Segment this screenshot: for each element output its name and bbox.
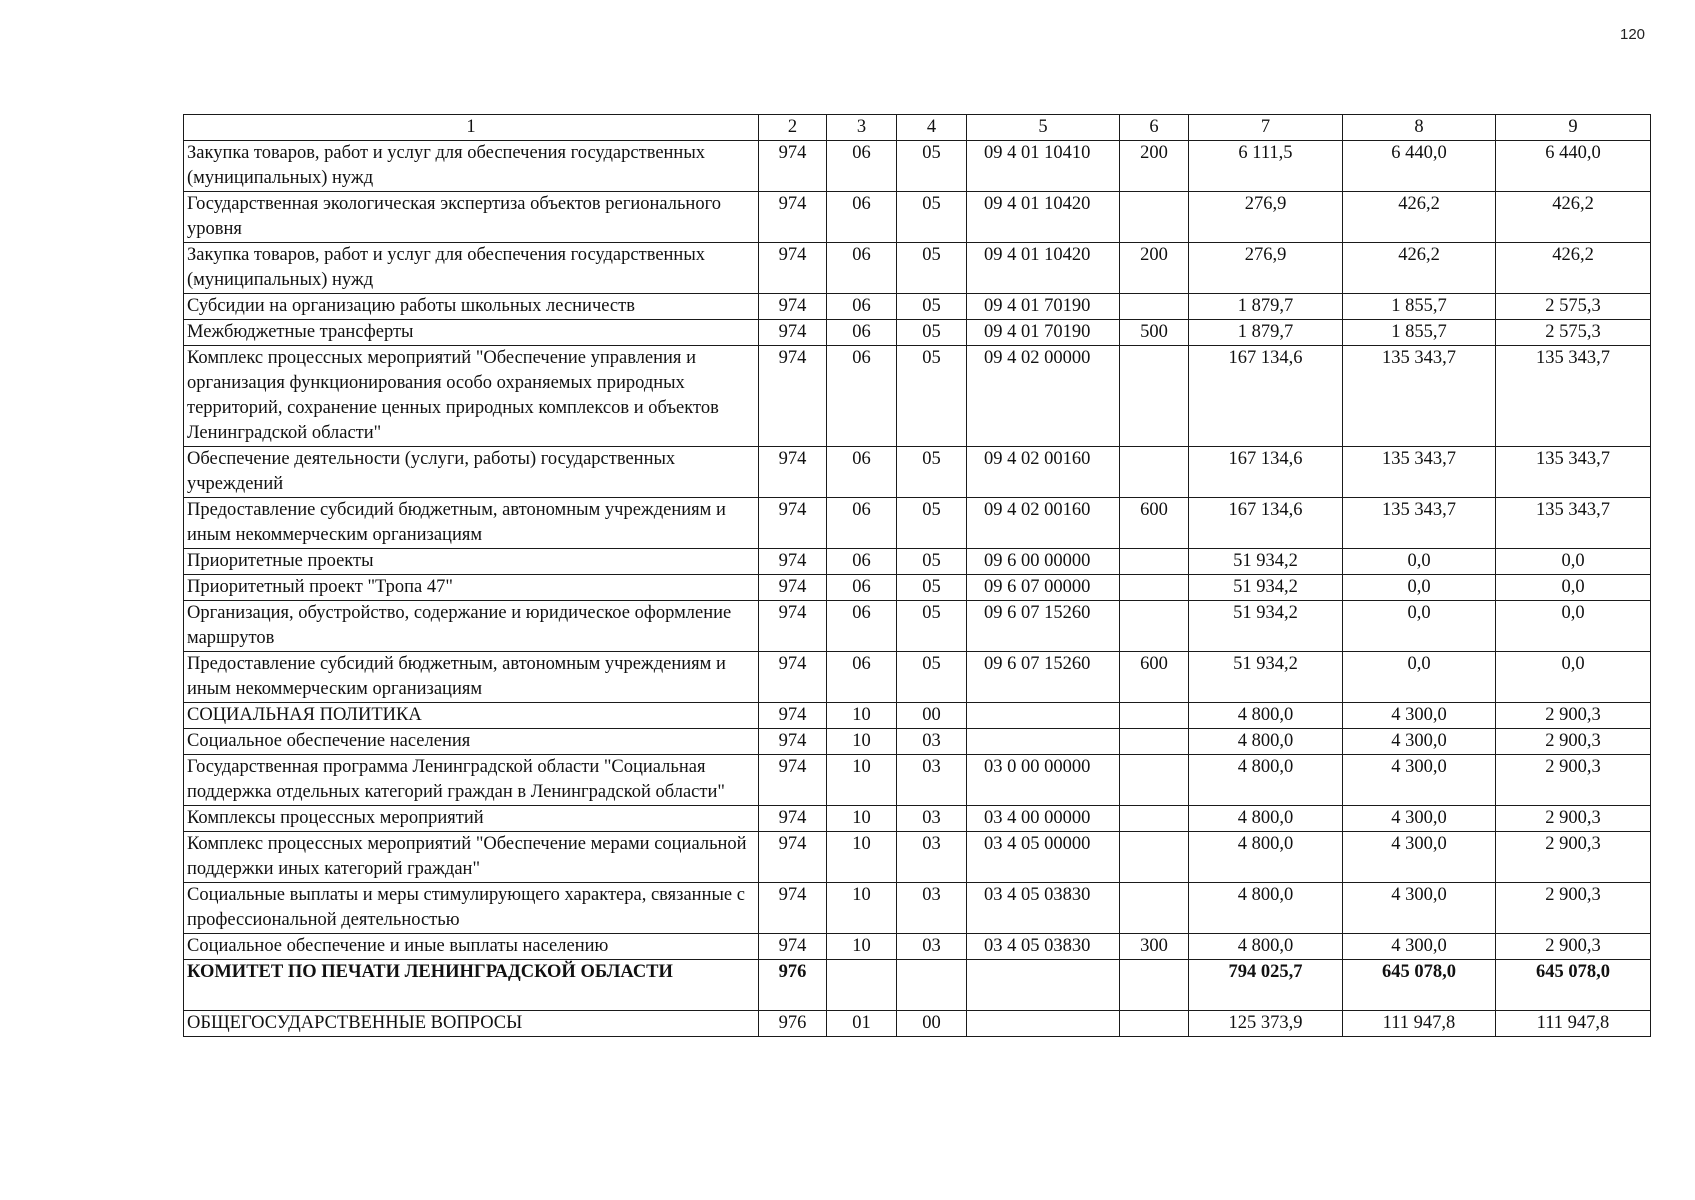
amount-col-8: 1 855,7 [1343, 294, 1496, 320]
amount-col-8: 0,0 [1343, 575, 1496, 601]
column-number: 2 [759, 115, 827, 141]
table-row [184, 498, 1651, 549]
ministry-code: 976 [759, 960, 827, 1011]
ministry-code: 974 [759, 243, 827, 294]
amount-col-7: 51 934,2 [1189, 575, 1343, 601]
expense-type-code [1120, 549, 1189, 575]
row-name: Закупка товаров, работ и услуг для обеспечения государственных (муниципальных) нужд [184, 243, 759, 294]
row-name: Комплекс процессных мероприятий "Обеспечение мерами социальной поддержки иных категорий граждан" [184, 832, 759, 883]
table-row [184, 320, 1651, 346]
amount-col-9: 2 900,3 [1496, 729, 1651, 755]
ministry-code: 974 [759, 498, 827, 549]
target-article-code: 03 4 00 00000 [967, 806, 1120, 832]
amount-col-8: 6 440,0 [1343, 141, 1496, 192]
amount-col-9: 111 947,8 [1496, 1011, 1651, 1037]
amount-col-8: 0,0 [1343, 652, 1496, 703]
table-row [184, 832, 1651, 883]
amount-col-7: 1 879,7 [1189, 320, 1343, 346]
ministry-code: 974 [759, 652, 827, 703]
section-code: 06 [827, 447, 897, 498]
amount-col-9: 135 343,7 [1496, 498, 1651, 549]
expense-type-code: 300 [1120, 934, 1189, 960]
subsection-code: 03 [897, 729, 967, 755]
subsection-code: 03 [897, 883, 967, 934]
expense-type-code [1120, 601, 1189, 652]
ministry-code: 974 [759, 346, 827, 447]
subsection-code: 05 [897, 549, 967, 575]
amount-col-7: 51 934,2 [1189, 601, 1343, 652]
expense-type-code [1120, 703, 1189, 729]
ministry-code: 974 [759, 755, 827, 806]
amount-col-7: 1 879,7 [1189, 294, 1343, 320]
row-name: Приоритетный проект "Тропа 47" [184, 575, 759, 601]
ministry-code: 974 [759, 883, 827, 934]
amount-col-9: 135 343,7 [1496, 346, 1651, 447]
amount-col-9: 2 900,3 [1496, 883, 1651, 934]
section-code: 01 [827, 1011, 897, 1037]
row-name: Предоставление субсидий бюджетным, автономным учреждениям и иным некоммерческим организациям [184, 652, 759, 703]
amount-col-8: 4 300,0 [1343, 883, 1496, 934]
subsection-code: 03 [897, 806, 967, 832]
amount-col-9: 2 900,3 [1496, 755, 1651, 806]
amount-col-8: 645 078,0 [1343, 960, 1496, 1011]
target-article-code: 03 4 05 03830 [967, 883, 1120, 934]
table-row [184, 703, 1651, 729]
subsection-code: 05 [897, 294, 967, 320]
amount-col-9: 2 575,3 [1496, 294, 1651, 320]
amount-col-7: 51 934,2 [1189, 549, 1343, 575]
amount-col-9: 2 900,3 [1496, 832, 1651, 883]
section-code: 06 [827, 549, 897, 575]
ministry-code: 974 [759, 575, 827, 601]
table-row [184, 294, 1651, 320]
section-code: 06 [827, 294, 897, 320]
amount-col-8: 135 343,7 [1343, 346, 1496, 447]
amount-col-7: 4 800,0 [1189, 832, 1343, 883]
amount-col-7: 276,9 [1189, 192, 1343, 243]
amount-col-7: 6 111,5 [1189, 141, 1343, 192]
ministry-code: 974 [759, 703, 827, 729]
subsection-code: 05 [897, 141, 967, 192]
amount-col-8: 4 300,0 [1343, 934, 1496, 960]
subsection-code: 00 [897, 1011, 967, 1037]
ministry-code: 974 [759, 729, 827, 755]
target-article-code [967, 1011, 1120, 1037]
target-article-code: 09 6 00 00000 [967, 549, 1120, 575]
subsection-code: 05 [897, 243, 967, 294]
row-name: Государственная программа Ленинградской области "Социальная поддержка отдельных категорий граждан в Ленинградской области" [184, 755, 759, 806]
target-article-code: 09 4 01 10420 [967, 192, 1120, 243]
expense-type-code [1120, 806, 1189, 832]
column-number: 6 [1120, 115, 1189, 141]
expense-type-code [1120, 832, 1189, 883]
ministry-code: 974 [759, 294, 827, 320]
subsection-code: 05 [897, 601, 967, 652]
ministry-code: 974 [759, 447, 827, 498]
target-article-code: 09 4 01 10420 [967, 243, 1120, 294]
expense-type-code [1120, 755, 1189, 806]
ministry-code: 974 [759, 832, 827, 883]
expense-type-code: 600 [1120, 498, 1189, 549]
amount-col-7: 167 134,6 [1189, 346, 1343, 447]
table-row [184, 755, 1651, 806]
expense-type-code [1120, 346, 1189, 447]
table-row [184, 652, 1651, 703]
section-code: 10 [827, 832, 897, 883]
table-row [184, 141, 1651, 192]
row-name: ОБЩЕГОСУДАРСТВЕННЫЕ ВОПРОСЫ [184, 1011, 759, 1037]
target-article-code: 09 4 01 70190 [967, 294, 1120, 320]
amount-col-8: 111 947,8 [1343, 1011, 1496, 1037]
amount-col-8: 426,2 [1343, 243, 1496, 294]
section-code: 06 [827, 652, 897, 703]
ministry-code: 974 [759, 934, 827, 960]
target-article-code: 09 6 07 00000 [967, 575, 1120, 601]
row-name: Организация, обустройство, содержание и юридическое оформление маршрутов [184, 601, 759, 652]
table-row [184, 601, 1651, 652]
amount-col-7: 4 800,0 [1189, 934, 1343, 960]
amount-col-8: 4 300,0 [1343, 755, 1496, 806]
table-row [184, 934, 1651, 960]
target-article-code: 09 4 02 00160 [967, 498, 1120, 549]
expense-type-code [1120, 294, 1189, 320]
table-row [184, 883, 1651, 934]
amount-col-7: 51 934,2 [1189, 652, 1343, 703]
amount-col-7: 276,9 [1189, 243, 1343, 294]
table-body [184, 115, 1651, 1037]
expense-type-code [1120, 729, 1189, 755]
row-name: Предоставление субсидий бюджетным, автономным учреждениям и иным некоммерческим организациям [184, 498, 759, 549]
target-article-code: 09 4 02 00000 [967, 346, 1120, 447]
row-name: Межбюджетные трансферты [184, 320, 759, 346]
amount-col-9: 426,2 [1496, 243, 1651, 294]
target-article-code: 09 4 01 70190 [967, 320, 1120, 346]
expense-type-code: 600 [1120, 652, 1189, 703]
section-code: 06 [827, 243, 897, 294]
table-row [184, 346, 1651, 447]
target-article-code [967, 703, 1120, 729]
amount-col-8: 0,0 [1343, 601, 1496, 652]
target-article-code: 09 6 07 15260 [967, 601, 1120, 652]
amount-col-7: 4 800,0 [1189, 883, 1343, 934]
target-article-code: 03 0 00 00000 [967, 755, 1120, 806]
section-code: 06 [827, 141, 897, 192]
amount-col-7: 167 134,6 [1189, 498, 1343, 549]
amount-col-7: 4 800,0 [1189, 729, 1343, 755]
section-code: 06 [827, 575, 897, 601]
ministry-code: 974 [759, 320, 827, 346]
subsection-code [897, 960, 967, 1011]
budget-table [183, 114, 1651, 1037]
section-code: 10 [827, 729, 897, 755]
row-name: Социальное обеспечение и иные выплаты населению [184, 934, 759, 960]
table-row [184, 1011, 1651, 1037]
column-number: 9 [1496, 115, 1651, 141]
ministry-code: 974 [759, 601, 827, 652]
amount-col-8: 4 300,0 [1343, 729, 1496, 755]
section-code: 10 [827, 703, 897, 729]
subsection-code: 03 [897, 832, 967, 883]
target-article-code [967, 960, 1120, 1011]
amount-col-7: 4 800,0 [1189, 755, 1343, 806]
row-name: Комплексы процессных мероприятий [184, 806, 759, 832]
section-code: 10 [827, 934, 897, 960]
expense-type-code [1120, 575, 1189, 601]
amount-col-8: 135 343,7 [1343, 447, 1496, 498]
expense-type-code [1120, 960, 1189, 1011]
subsection-code: 05 [897, 320, 967, 346]
subsection-code: 05 [897, 575, 967, 601]
table-row [184, 243, 1651, 294]
row-name: Закупка товаров, работ и услуг для обеспечения государственных (муниципальных) нужд [184, 141, 759, 192]
section-code: 10 [827, 755, 897, 806]
amount-col-9: 135 343,7 [1496, 447, 1651, 498]
row-name: Государственная экологическая экспертиза объектов регионального уровня [184, 192, 759, 243]
section-code: 06 [827, 498, 897, 549]
amount-col-8: 4 300,0 [1343, 806, 1496, 832]
subsection-code: 05 [897, 498, 967, 549]
expense-type-code [1120, 447, 1189, 498]
row-name: Комплекс процессных мероприятий "Обеспечение управления и организация функционирования особо охраняемых природных территорий, сохранение ценных природных комплексов и объектов Ленинградской области" [184, 346, 759, 447]
row-name: КОМИТЕТ ПО ПЕЧАТИ ЛЕНИНГРАДСКОЙ ОБЛАСТИ [184, 960, 759, 1011]
amount-col-8: 135 343,7 [1343, 498, 1496, 549]
expense-type-code: 200 [1120, 243, 1189, 294]
subsection-code: 05 [897, 652, 967, 703]
amount-col-8: 0,0 [1343, 549, 1496, 575]
ministry-code: 976 [759, 1011, 827, 1037]
table-row [184, 729, 1651, 755]
section-code: 06 [827, 320, 897, 346]
amount-col-8: 4 300,0 [1343, 703, 1496, 729]
table-row [184, 192, 1651, 243]
amount-col-8: 4 300,0 [1343, 832, 1496, 883]
ministry-code: 974 [759, 141, 827, 192]
row-name: Социальное обеспечение населения [184, 729, 759, 755]
target-article-code: 09 4 02 00160 [967, 447, 1120, 498]
table-row [184, 575, 1651, 601]
column-number: 7 [1189, 115, 1343, 141]
amount-col-9: 6 440,0 [1496, 141, 1651, 192]
expense-type-code: 200 [1120, 141, 1189, 192]
page-number: 120 [1620, 26, 1646, 43]
expense-type-code: 500 [1120, 320, 1189, 346]
amount-col-9: 645 078,0 [1496, 960, 1651, 1011]
amount-col-9: 0,0 [1496, 549, 1651, 575]
target-article-code [967, 729, 1120, 755]
subsection-code: 03 [897, 755, 967, 806]
row-name: Субсидии на организацию работы школьных лесничеств [184, 294, 759, 320]
row-name: СОЦИАЛЬНАЯ ПОЛИТИКА [184, 703, 759, 729]
row-name: Социальные выплаты и меры стимулирующего характера, связанные с профессиональной деятельностью [184, 883, 759, 934]
column-number: 4 [897, 115, 967, 141]
expense-type-code [1120, 1011, 1189, 1037]
section-code [827, 960, 897, 1011]
amount-col-9: 426,2 [1496, 192, 1651, 243]
subsection-code: 05 [897, 447, 967, 498]
column-number-row [184, 115, 1651, 141]
amount-col-7: 125 373,9 [1189, 1011, 1343, 1037]
target-article-code: 09 6 07 15260 [967, 652, 1120, 703]
amount-col-8: 1 855,7 [1343, 320, 1496, 346]
subsection-code: 05 [897, 192, 967, 243]
amount-col-9: 0,0 [1496, 575, 1651, 601]
ministry-code: 974 [759, 192, 827, 243]
amount-col-9: 2 900,3 [1496, 806, 1651, 832]
row-name: Приоритетные проекты [184, 549, 759, 575]
amount-col-9: 2 900,3 [1496, 934, 1651, 960]
amount-col-8: 426,2 [1343, 192, 1496, 243]
amount-col-9: 2 575,3 [1496, 320, 1651, 346]
column-number: 1 [184, 115, 759, 141]
target-article-code: 03 4 05 03830 [967, 934, 1120, 960]
column-number: 8 [1343, 115, 1496, 141]
section-code: 06 [827, 601, 897, 652]
expense-type-code [1120, 192, 1189, 243]
row-name: Обеспечение деятельности (услуги, работы) государственных учреждений [184, 447, 759, 498]
amount-col-9: 0,0 [1496, 652, 1651, 703]
amount-col-7: 4 800,0 [1189, 806, 1343, 832]
table-row [184, 960, 1651, 1011]
target-article-code: 09 4 01 10410 [967, 141, 1120, 192]
section-code: 06 [827, 346, 897, 447]
subsection-code: 03 [897, 934, 967, 960]
amount-col-9: 2 900,3 [1496, 703, 1651, 729]
expense-type-code [1120, 883, 1189, 934]
column-number: 3 [827, 115, 897, 141]
amount-col-7: 794 025,7 [1189, 960, 1343, 1011]
section-code: 10 [827, 883, 897, 934]
ministry-code: 974 [759, 806, 827, 832]
section-code: 10 [827, 806, 897, 832]
amount-col-7: 167 134,6 [1189, 447, 1343, 498]
table-row [184, 806, 1651, 832]
section-code: 06 [827, 192, 897, 243]
ministry-code: 974 [759, 549, 827, 575]
subsection-code: 00 [897, 703, 967, 729]
amount-col-7: 4 800,0 [1189, 703, 1343, 729]
column-number: 5 [967, 115, 1120, 141]
subsection-code: 05 [897, 346, 967, 447]
table-row [184, 549, 1651, 575]
table-row [184, 447, 1651, 498]
target-article-code: 03 4 05 00000 [967, 832, 1120, 883]
amount-col-9: 0,0 [1496, 601, 1651, 652]
